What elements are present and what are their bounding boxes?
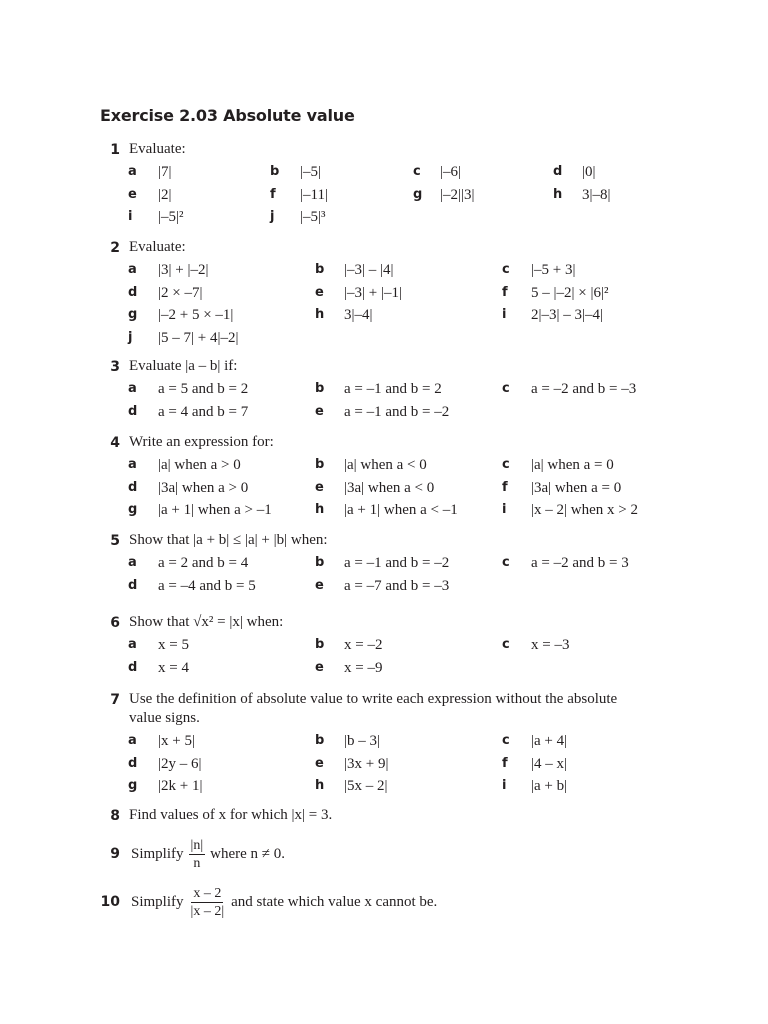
fraction bbox=[189, 885, 227, 920]
part-expression: |a + 4| bbox=[531, 733, 568, 749]
part-row bbox=[0, 657, 768, 679]
part-label: d bbox=[128, 479, 138, 495]
part-label: g bbox=[128, 307, 138, 322]
part-label: d bbox=[128, 403, 138, 419]
question-number: 5 bbox=[110, 533, 120, 549]
question-number: 9 bbox=[110, 846, 120, 862]
part-expression: |–5|³ bbox=[300, 209, 326, 225]
part-expression: |a + 1| when a < –1 bbox=[344, 502, 458, 518]
part-row bbox=[0, 575, 768, 597]
part-label: h bbox=[315, 778, 325, 793]
part-expression: x = –3 bbox=[531, 637, 570, 653]
part-label: e bbox=[315, 403, 324, 419]
part-expression: |0| bbox=[582, 164, 596, 180]
question-prompt: Write an expression for: bbox=[129, 434, 274, 450]
part-label: a bbox=[128, 637, 137, 652]
part-label: a bbox=[128, 733, 137, 748]
part-row bbox=[0, 259, 768, 281]
part-expression: |–11| bbox=[300, 186, 328, 203]
part-label: b bbox=[315, 555, 325, 570]
question-number: 6 bbox=[110, 615, 120, 631]
part-row bbox=[0, 304, 768, 326]
part-expression: |3a| when a > 0 bbox=[158, 479, 249, 496]
part-expression: |2| bbox=[158, 186, 172, 203]
part-row bbox=[0, 477, 768, 499]
part-row bbox=[0, 730, 768, 752]
question-prompt: Use the definition of absolute value to write each expression without the absolute value signs. bbox=[129, 691, 618, 726]
part-label: e bbox=[315, 659, 324, 675]
part-row bbox=[0, 206, 768, 228]
part-label: h bbox=[315, 502, 325, 517]
part-expression: x = 5 bbox=[158, 637, 189, 653]
part-expression: a = –1 and b = –2 bbox=[344, 403, 450, 420]
part-row bbox=[0, 775, 768, 797]
question-number: 8 bbox=[110, 808, 120, 824]
part-row bbox=[0, 184, 768, 206]
part-expression: a = –7 and b = –3 bbox=[344, 577, 450, 594]
part-label: g bbox=[128, 502, 138, 517]
prompt-text: Simplify bbox=[131, 893, 184, 910]
part-label: a bbox=[128, 381, 137, 396]
part-expression: a = –4 and b = 5 bbox=[158, 577, 256, 594]
part-expression: |3x + 9| bbox=[344, 755, 389, 772]
part-label: f bbox=[502, 479, 508, 495]
question-prompt: Show that √x² = |x| when: bbox=[129, 614, 284, 630]
prompt-text: Simplify bbox=[131, 845, 184, 862]
part-label: e bbox=[315, 755, 324, 771]
part-label: i bbox=[502, 778, 507, 793]
question-number: 2 bbox=[110, 240, 120, 256]
part-row bbox=[0, 282, 768, 304]
part-label: e bbox=[315, 479, 324, 495]
fraction-numerator: |n| bbox=[190, 837, 204, 853]
part-expression: |x – 2| when x > 2 bbox=[531, 502, 638, 518]
question-prompt bbox=[129, 834, 287, 874]
part-label: f bbox=[270, 186, 276, 202]
part-expression: |–2||3| bbox=[440, 186, 475, 203]
part-label: b bbox=[315, 457, 325, 472]
part-label: g bbox=[413, 186, 423, 202]
prompt-text: and state which value x cannot be. bbox=[231, 893, 438, 910]
part-label: c bbox=[502, 637, 510, 652]
part-row bbox=[0, 552, 768, 574]
part-label: c bbox=[413, 164, 421, 179]
part-expression: |3| + |–2| bbox=[158, 262, 209, 278]
part-expression: |x + 5| bbox=[158, 733, 195, 749]
part-label: f bbox=[502, 755, 508, 771]
fraction-numerator: x – 2 bbox=[193, 885, 222, 901]
part-expression: |a| when a > 0 bbox=[158, 457, 241, 473]
question-prompt: Evaluate |a – b| if: bbox=[129, 358, 238, 374]
question-prompt bbox=[129, 882, 439, 922]
fraction-denominator: n bbox=[193, 855, 201, 871]
question-number: 4 bbox=[110, 435, 120, 451]
part-label: d bbox=[128, 659, 138, 675]
part-expression: a = –1 and b = –2 bbox=[344, 555, 450, 571]
part-row bbox=[0, 401, 768, 423]
part-row bbox=[0, 753, 768, 775]
question-number: 1 bbox=[110, 142, 120, 158]
part-expression: |a + 1| when a > –1 bbox=[158, 502, 272, 518]
part-label: a bbox=[128, 555, 137, 570]
part-label: b bbox=[315, 637, 325, 652]
part-expression: 2|–3| – 3|–4| bbox=[531, 307, 604, 323]
part-expression: |–3| + |–1| bbox=[344, 284, 402, 301]
part-label: e bbox=[128, 186, 137, 202]
part-label: e bbox=[315, 577, 324, 593]
part-label: c bbox=[502, 555, 510, 570]
part-row bbox=[0, 499, 768, 521]
part-row bbox=[0, 454, 768, 476]
part-row bbox=[0, 378, 768, 400]
part-expression: 3|–8| bbox=[582, 186, 611, 203]
part-expression: |a| when a = 0 bbox=[531, 457, 614, 473]
part-expression: |a + b| bbox=[531, 778, 568, 794]
part-label: b bbox=[315, 262, 325, 277]
part-label: f bbox=[502, 284, 508, 300]
part-label: b bbox=[315, 381, 325, 396]
part-expression: |–5 + 3| bbox=[531, 262, 576, 278]
part-label: c bbox=[502, 457, 510, 472]
part-expression: |a| when a < 0 bbox=[344, 457, 427, 473]
prompt-text: where n ≠ 0. bbox=[210, 845, 286, 862]
part-expression: a = 5 and b = 2 bbox=[158, 381, 249, 397]
part-expression: |2y – 6| bbox=[158, 755, 202, 772]
fraction bbox=[189, 837, 206, 872]
part-row bbox=[0, 161, 768, 183]
question-prompt: Find values of x for which |x| = 3. bbox=[129, 807, 333, 823]
part-expression: |3a| when a < 0 bbox=[344, 479, 435, 496]
part-expression: |–5|² bbox=[158, 209, 184, 225]
part-label: d bbox=[553, 164, 563, 179]
part-label: d bbox=[128, 755, 138, 771]
fraction-denominator: |x – 2| bbox=[190, 903, 225, 919]
part-label: c bbox=[502, 733, 510, 748]
part-label: g bbox=[128, 778, 138, 793]
part-expression: x = 4 bbox=[158, 659, 189, 676]
part-label: b bbox=[315, 733, 325, 748]
part-expression: a = 4 and b = 7 bbox=[158, 403, 249, 420]
part-label: d bbox=[128, 577, 138, 593]
part-expression: 5 – |–2| × |6|² bbox=[531, 284, 609, 301]
part-expression: |b – 3| bbox=[344, 733, 381, 749]
question-prompt: Show that |a + b| ≤ |a| + |b| when: bbox=[129, 532, 328, 548]
question-number: 10 bbox=[100, 894, 120, 910]
part-expression: a = 2 and b = 4 bbox=[158, 555, 249, 571]
part-expression: |2 × –7| bbox=[158, 284, 203, 301]
question-number: 7 bbox=[110, 692, 120, 708]
part-expression: |4 – x| bbox=[531, 755, 568, 772]
part-label: c bbox=[502, 381, 510, 396]
part-expression: |5 – 7| + 4|–2| bbox=[158, 329, 239, 346]
question-prompt: Evaluate: bbox=[129, 141, 186, 157]
part-label: i bbox=[502, 307, 507, 322]
part-label: j bbox=[270, 209, 275, 224]
part-label: j bbox=[128, 329, 133, 345]
part-expression: |5x – 2| bbox=[344, 778, 388, 794]
part-expression: a = –2 and b = 3 bbox=[531, 555, 629, 571]
part-expression: |2k + 1| bbox=[158, 778, 203, 794]
part-expression: |–6| bbox=[440, 164, 462, 180]
question-number: 3 bbox=[110, 359, 120, 375]
part-expression: |3a| when a = 0 bbox=[531, 479, 622, 496]
part-label: h bbox=[315, 307, 325, 322]
question-prompt: Evaluate: bbox=[129, 239, 186, 255]
part-expression: |7| bbox=[158, 164, 172, 180]
part-expression: |–5| bbox=[300, 164, 322, 180]
part-label: a bbox=[128, 262, 137, 277]
part-label: a bbox=[128, 457, 137, 472]
part-expression: |–3| – |4| bbox=[344, 262, 394, 278]
part-expression: |–2 + 5 × –1| bbox=[158, 307, 234, 323]
part-expression: a = –2 and b = –3 bbox=[531, 381, 637, 397]
part-expression: x = –9 bbox=[344, 659, 383, 676]
part-label: c bbox=[502, 262, 510, 277]
part-expression: 3|–4| bbox=[344, 307, 373, 323]
part-row bbox=[0, 634, 768, 656]
part-label: b bbox=[270, 164, 280, 179]
part-row bbox=[0, 327, 768, 349]
part-expression: x = –2 bbox=[344, 637, 383, 653]
exercise-title: Exercise 2.03 Absolute value bbox=[100, 106, 355, 125]
part-label: d bbox=[128, 284, 138, 300]
part-label: e bbox=[315, 284, 324, 300]
part-label: a bbox=[128, 164, 137, 179]
part-label: i bbox=[502, 502, 507, 517]
part-label: h bbox=[553, 186, 563, 202]
part-expression: a = –1 and b = 2 bbox=[344, 381, 442, 397]
part-label: i bbox=[128, 209, 133, 224]
